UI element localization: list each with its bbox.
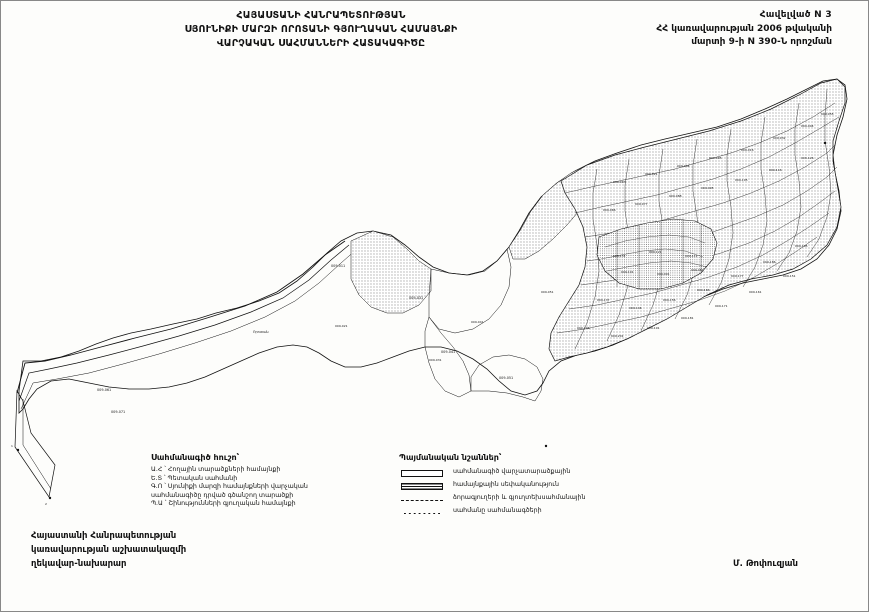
footer-line-1: Հայաստանի Հանրապետության [31, 531, 177, 541]
mid-parcels [97, 165, 593, 414]
svg-text:009-031: 009-031 [409, 296, 424, 300]
svg-text:009-206: 009-206 [577, 326, 590, 330]
svg-text:009-051: 009-051 [541, 290, 554, 294]
signature-name: Մ. Թոփուզյան [733, 559, 798, 569]
svg-text:009-131: 009-131 [613, 254, 626, 258]
svg-text:009-077: 009-077 [635, 202, 648, 206]
svg-text:009-095: 009-095 [701, 186, 714, 190]
legend-item-label: ձորագյուղերի և գյուղտեխսահմանային [453, 494, 586, 501]
legend-item [399, 507, 649, 518]
svg-text:2: 2 [45, 502, 47, 506]
svg-text:009-044: 009-044 [801, 124, 814, 128]
svg-text:009-003: 009-003 [613, 180, 626, 184]
svg-text:009-116: 009-116 [769, 168, 782, 172]
svg-text:009-091: 009-091 [657, 272, 670, 276]
abbrev-row: Պ.Ա ՝ Շինությունների գյուղական համայնքի [151, 500, 296, 508]
signature-block-left [31, 529, 186, 571]
svg-text:009-181: 009-181 [681, 316, 694, 320]
svg-text:009-166: 009-166 [697, 288, 710, 292]
svg-text:009-101: 009-101 [621, 270, 634, 274]
svg-text:009-171: 009-171 [715, 304, 728, 308]
abbrev-row: Գ.Ո ՝ Սյունիքի մարզի համայնքների վարչական [151, 483, 308, 491]
svg-text:Որոտան: Որոտան [253, 330, 269, 334]
svg-text:009-191: 009-191 [647, 326, 660, 330]
svg-text:009-016: 009-016 [741, 148, 754, 152]
svg-text:009-011: 009-011 [331, 264, 346, 268]
svg-text:009-161: 009-161 [749, 290, 762, 294]
svg-text:009-071: 009-071 [111, 410, 126, 414]
svg-text:009-195: 009-195 [795, 244, 808, 248]
title-line-1: ՀԱՅԱՍՏԱՆԻ ՀԱՆՐԱՊԵՏՈՒԹՅԱՆ [236, 10, 406, 21]
svg-text:009-032: 009-032 [773, 136, 786, 140]
legend-dashed-line-icon [399, 495, 447, 505]
svg-text:009-151: 009-151 [783, 274, 796, 278]
svg-text:009-121: 009-121 [649, 250, 662, 254]
approval-line-3: մարտի 9-ի N 390-Ն որոշման [691, 37, 832, 47]
svg-text:009-021: 009-021 [645, 172, 658, 176]
footer-line-3: ղեկավար-նախարար [31, 559, 127, 569]
east-parcel-cluster [335, 79, 845, 362]
legend-item [399, 494, 649, 505]
legend-item [399, 481, 649, 492]
svg-text:009-066: 009-066 [603, 208, 616, 212]
svg-text:009-088: 009-088 [669, 194, 682, 198]
legend-symbols [399, 453, 649, 520]
svg-text:009-201: 009-201 [611, 334, 624, 338]
svg-text:009-156: 009-156 [663, 298, 676, 302]
legend-item [399, 468, 649, 479]
title-line-2: ՍՅՈՒՆԻՔԻ ՄԱՐԶԻ ՈՐՈՏԱՆԻ ԳՅՈՒՂԱԿԱՆ ՀԱՄԱՅՆՔԻ [184, 24, 458, 35]
svg-text:009-177: 009-177 [731, 274, 744, 278]
svg-text:009-186: 009-186 [763, 260, 776, 264]
svg-text:009-041: 009-041 [471, 320, 484, 324]
approval-block [552, 9, 832, 50]
approval-line-1: Հավելված N 3 [759, 10, 832, 20]
abbrev-row: Ե.Տ ՝ Պետական սահմանի [151, 474, 238, 482]
legend-hatch-icon [399, 482, 447, 492]
svg-text:009-081: 009-081 [691, 268, 704, 272]
svg-text:009-055: 009-055 [821, 112, 834, 116]
legend-item-label: սահմանագիծ վարչատարածքային [453, 468, 571, 475]
svg-text:009-005: 009-005 [709, 156, 722, 160]
legend-abbreviations-title: Սահմանագիծ հուշո՝ [151, 453, 240, 462]
svg-text:009-146: 009-146 [629, 306, 642, 310]
footer-line-2: կառավարության աշխատակազմի [31, 545, 187, 555]
page-title [121, 9, 521, 51]
legend-symbols-title: Պայմանական նշաններ՝ [399, 453, 502, 462]
svg-text:009-004: 009-004 [677, 164, 690, 168]
legend-item-label: սահմանը սահմանագծերի [453, 507, 542, 514]
svg-text:009-105: 009-105 [735, 178, 748, 182]
svg-text:009-111: 009-111 [685, 254, 698, 258]
svg-text:009-126: 009-126 [801, 156, 814, 160]
legend-box-icon [399, 469, 447, 479]
abbrev-row: սահմանագիծը դրված գծանշող տարածքի [151, 491, 294, 499]
svg-text:1: 1 [11, 444, 13, 448]
legend-item-label: համայնքային սեփականություն [453, 481, 559, 488]
svg-text:009-137: 009-137 [597, 298, 610, 302]
svg-text:009-021: 009-021 [335, 324, 348, 328]
svg-text:009-041: 009-041 [441, 350, 456, 354]
approval-line-2: ՀՀ կառավարության 2006 թվականի [656, 23, 832, 34]
title-line-3: ՎԱՐՉԱԿԱՆ ՍԱՀՄԱՆՆԵՐԻ ՀԱՏԱԿԱԳԻԾԸ [216, 38, 426, 49]
svg-text:009-031: 009-031 [429, 358, 442, 362]
svg-text:009-061: 009-061 [97, 388, 112, 392]
svg-text:009-051: 009-051 [499, 376, 514, 380]
legend-abbreviations [151, 453, 401, 509]
abbrev-row: Ա.Հ ՝ Հողային տարածքների համայնքի [151, 466, 281, 473]
legend-dash-dot-line-icon [399, 508, 447, 518]
